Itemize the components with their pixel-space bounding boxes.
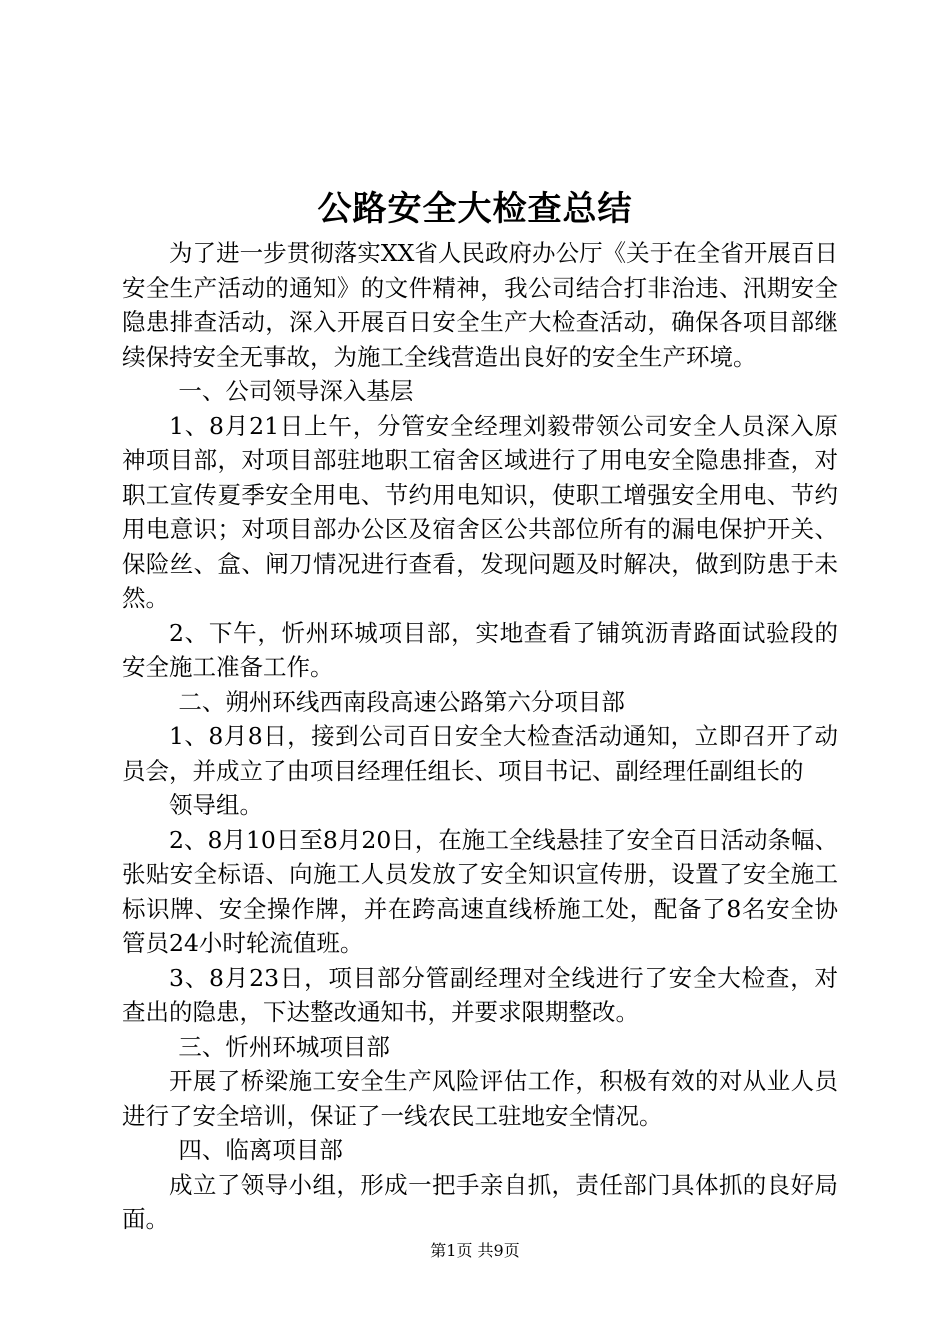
section-heading-2: 二、朔州环线西南段高速公路第六分项目部 <box>178 687 625 716</box>
page-number-footer: 第1页 共9页 <box>430 1241 520 1260</box>
paragraph-intro: 为了进一步贯彻落实XX省人民政府办公厅《关于在全省开展百日安全生产活动的通知》的文件精神，我公司结合打非治违、汛期安全隐患排查活动，深入开展百日安全生产大检查活动，确保各项目部继续保持安全无事故，为施工全线营造出良好的安全生产环境。 <box>122 239 838 371</box>
section-heading-1: 一、公司领导深入基层 <box>178 377 414 405</box>
paragraph-item: 3、8月23日，项目部分管副经理对全线进行了安全大检查，对查出的隐患，下达整改通知书，并要求限期整改。 <box>122 963 838 1026</box>
section-heading-3: 三、忻州环城项目部 <box>178 1032 390 1061</box>
paragraph-item: 2、下午，忻州环城项目部，实地查看了铺筑沥青路面试验段的安全施工准备工作。 <box>122 618 838 681</box>
paragraph-item: 领导组。 <box>169 791 263 819</box>
paragraph-item: 成立了领导小组，形成一把手亲自抓，责任部门具体抓的良好局面。 <box>122 1170 838 1233</box>
paragraph-item: 1、8月21日上午，分管安全经理刘毅带领公司安全人员深入原神项目部，对项目部驻地职工宿舍区域进行了用电安全隐患排查，对职工宣传夏季安全用电、节约用电知识，使职工增强安全用电、节约用电意识；对项目部办公区及宿舍区公共部位所有的漏电保护开关、保险丝、盒、闸刀情况进行查看，发现问题及时解决，做到防患于未然。 <box>122 411 838 612</box>
paragraph-item: 2、8月10日至8月20日，在施工全线悬挂了安全百日活动条幅、张贴安全标语、向施工人员发放了安全知识宣传册，设置了安全施工标识牌、安全操作牌，并在跨高速直线桥施工处，配备了8名安全协管员24小时轮流值班。 <box>122 825 838 957</box>
paragraph-item: 开展了桥梁施工安全生产风险评估工作，积极有效的对从业人员进行了安全培训，保证了一线农民工驻地安全情况。 <box>122 1067 838 1130</box>
document-title: 公路安全大检查总结 <box>317 189 633 229</box>
document-body <box>122 236 838 1237</box>
paragraph-item: 1、8月8日，接到公司百日安全大检查活动通知，立即召开了动员会，并成立了由项目经理任组长、项目书记、副经理任副组长的 <box>122 722 838 785</box>
section-heading-4: 四、临离项目部 <box>178 1136 343 1164</box>
